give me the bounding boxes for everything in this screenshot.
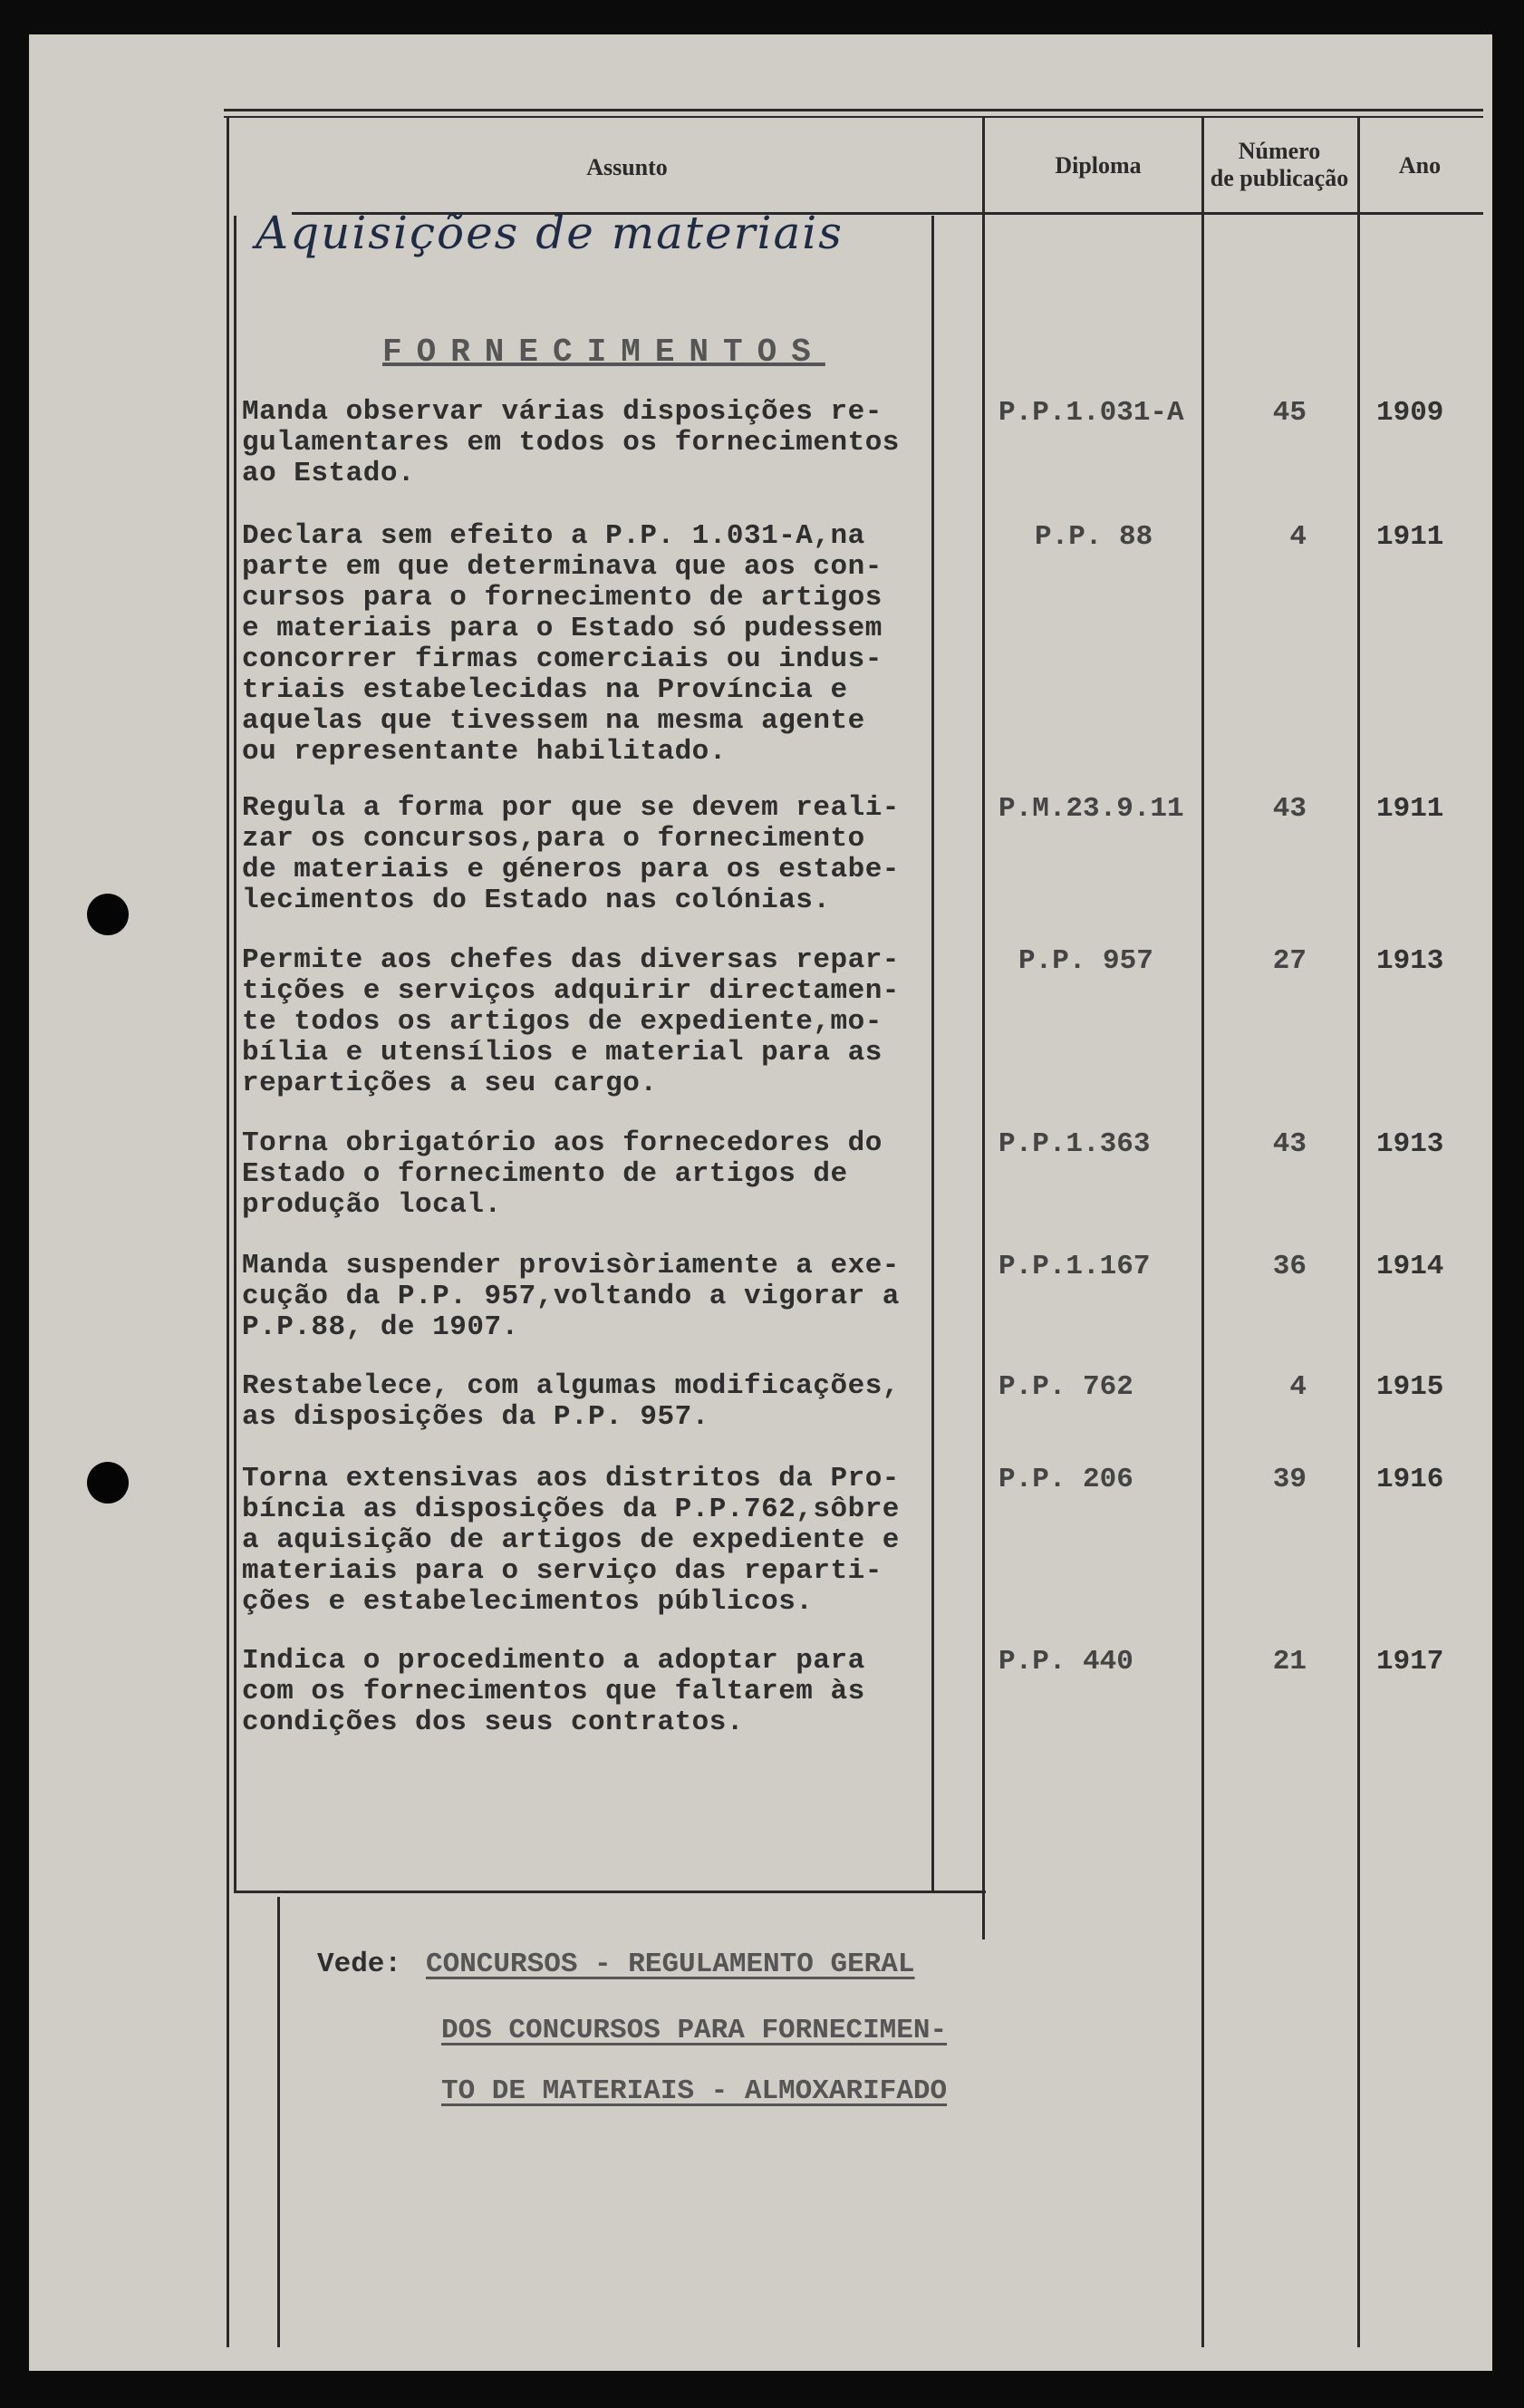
entry-numero: 43 — [1272, 1128, 1307, 1160]
entry-text: Torna extensivas aos distritos da Pro- bíncia as disposições da P.P.762,sôbre a aquisição de artigos de expediente e materiais para o serviço das reparti- ções e estabelecimentos públicos. — [242, 1463, 900, 1618]
entry-diploma: P.P. 957 — [1018, 945, 1153, 977]
entry-diploma: P.P.1.167 — [998, 1251, 1151, 1282]
entry-numero: 39 — [1272, 1464, 1307, 1495]
col-divider-diploma — [1201, 118, 1204, 2347]
header-ano: Ano — [1398, 152, 1442, 179]
inner-left-border — [234, 216, 236, 1892]
content-bottom-rule — [234, 1891, 986, 1893]
col-divider-assunto — [982, 118, 985, 1939]
entry-diploma: P.P. 762 — [998, 1371, 1133, 1403]
entry-text: Regula a forma por que se devem reali- zar os concursos,para o fornecimento de materiais e géneros para os estabe- lecimentos do Estado nas colónias. — [242, 792, 900, 916]
entry-ano: 1913 — [1376, 1128, 1444, 1160]
punch-hole-bottom — [87, 1462, 129, 1504]
entry-numero: 27 — [1272, 945, 1307, 977]
entry-ano: 1909 — [1376, 397, 1444, 429]
entry-text: Permite aos chefes das diversas repar- tições e serviços adquirir directamen- te todos os artigos de expediente,mo- bília e utensílios e material para as repartições a seu cargo. — [242, 944, 900, 1099]
header-diploma: Diploma — [1055, 152, 1142, 179]
handwritten-title: Aquisições de materiais — [256, 207, 844, 259]
vide-line: TO DE MATERIAIS - ALMOXARIFADO — [441, 2075, 948, 2107]
entry-text: Manda suspender provisòriamente a exe- cução da P.P. 957,voltando a vigorar a P.P.88, de 1907. — [242, 1250, 900, 1343]
vide-line: DOS CONCURSOS PARA FORNECIMEN- — [441, 2015, 948, 2046]
entry-numero: 21 — [1272, 1646, 1307, 1678]
entry-numero: 4 — [1289, 1371, 1307, 1403]
entry-diploma: P.P.1.031-A — [998, 397, 1184, 429]
entry-ano: 1917 — [1376, 1646, 1444, 1678]
header-bottom-rule-2 — [1012, 212, 1483, 215]
header-assunto: Assunto — [586, 154, 668, 180]
section-title: FORNECIMENTOS — [382, 334, 825, 371]
entry-diploma: P.P. 206 — [998, 1464, 1133, 1495]
entry-text: Restabelece, com algumas modificações, as disposições da P.P. 957. — [242, 1370, 900, 1433]
entry-ano: 1913 — [1376, 945, 1444, 977]
entry-text: Declara sem efeito a P.P. 1.031-A,na parte em que determinava que aos con- cursos para o fornecimento de artigos e materiais para o Estado só pudessem concorrer firmas comerciais ou indus- triais estabelecidas na Província e aquelas que tivessem na mesma agente ou representante habilitado. — [242, 520, 883, 768]
col-divider-inner — [931, 216, 934, 1892]
col-divider-numero — [1357, 118, 1360, 2347]
header-numero: Número de publicação — [1210, 138, 1349, 191]
entry-diploma: P.P.1.363 — [998, 1128, 1151, 1160]
entry-diploma: P.P. 88 — [1035, 521, 1153, 553]
entry-numero: 36 — [1272, 1251, 1307, 1282]
top-rule — [224, 109, 1483, 111]
vide-label: Vede: — [317, 1949, 402, 1980]
document-card — [29, 34, 1492, 2371]
entry-text: Manda observar várias disposições re- gulamentares em todos os fornecimentos ao Estado. — [242, 396, 900, 489]
entry-numero: 45 — [1272, 397, 1307, 429]
left-border — [227, 118, 229, 2347]
entry-diploma: P.M.23.9.11 — [998, 793, 1184, 825]
entry-ano: 1915 — [1376, 1371, 1444, 1403]
entry-numero: 4 — [1289, 521, 1307, 553]
top-rule-2 — [224, 116, 1483, 118]
entry-text: Torna obrigatório aos fornecedores do Estado o fornecimento de artigos de produção local. — [242, 1127, 883, 1221]
vide-left-rule — [277, 1897, 280, 2347]
entry-diploma: P.P. 440 — [998, 1646, 1133, 1678]
entry-ano: 1911 — [1376, 521, 1444, 553]
entry-numero: 43 — [1272, 793, 1307, 825]
entry-ano: 1911 — [1376, 793, 1444, 825]
vide-line: CONCURSOS - REGULAMENTO GERAL — [426, 1949, 915, 1980]
entry-ano: 1914 — [1376, 1251, 1444, 1282]
entry-text: Indica o procedimento a adoptar para com os fornecimentos que faltarem às condições dos seus contratos. — [242, 1645, 865, 1738]
punch-hole-top — [87, 894, 129, 935]
entry-ano: 1916 — [1376, 1464, 1444, 1495]
